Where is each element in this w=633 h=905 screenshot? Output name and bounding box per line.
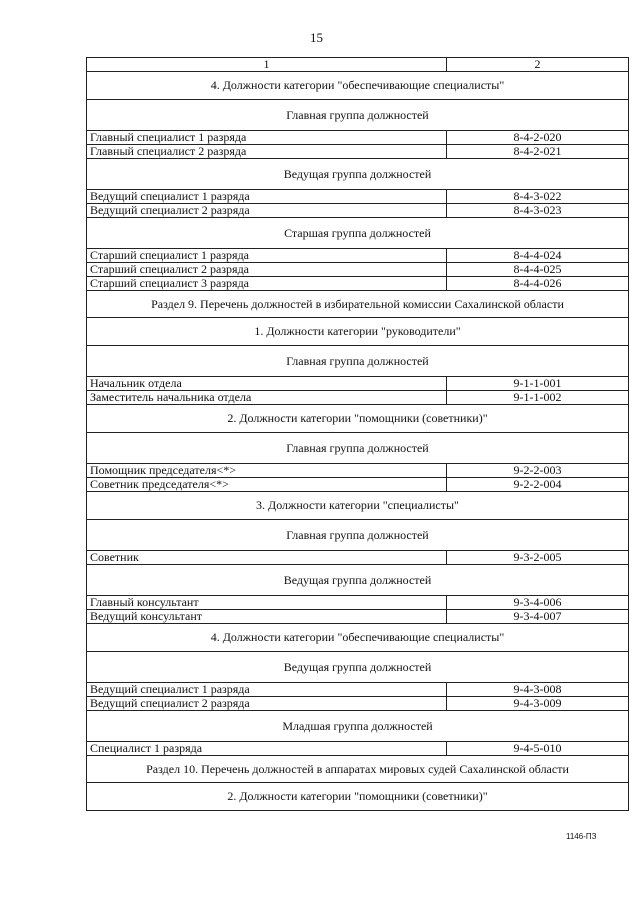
group-heading: Старшая группа должностей: [87, 218, 629, 249]
position-code: 9-2-2-004: [447, 478, 629, 492]
group-heading: Главная группа должностей: [87, 346, 629, 377]
position-code: 8-4-2-021: [447, 145, 629, 159]
group-heading: Главная группа должностей: [87, 433, 629, 464]
category-heading: 2. Должности категории "помощники (советники)": [87, 405, 629, 433]
category-heading: 4. Должности категории "обеспечивающие специалисты": [87, 72, 629, 100]
position-row: [87, 131, 629, 145]
position-code: 9-1-1-002: [447, 391, 629, 405]
position-name: Главный консультант: [87, 596, 447, 610]
group-heading: Ведущая группа должностей: [87, 159, 629, 190]
category-heading: 2. Должности категории "помощники (советники)": [87, 783, 629, 811]
group-heading: Ведущая группа должностей: [87, 565, 629, 596]
section-heading-row: [87, 291, 629, 318]
position-code: 9-4-3-008: [447, 683, 629, 697]
position-row: [87, 204, 629, 218]
position-row: [87, 478, 629, 492]
header-col-1: 1: [87, 58, 447, 72]
position-name: Старший специалист 1 разряда: [87, 249, 447, 263]
position-code: 9-4-5-010: [447, 742, 629, 756]
position-name: Специалист 1 разряда: [87, 742, 447, 756]
category-heading-row: [87, 405, 629, 433]
position-code: 9-2-2-003: [447, 464, 629, 478]
position-row: [87, 610, 629, 624]
position-row: [87, 596, 629, 610]
position-row: [87, 263, 629, 277]
position-code: 8-4-4-025: [447, 263, 629, 277]
group-heading-row: [87, 100, 629, 131]
position-code: 9-3-4-006: [447, 596, 629, 610]
position-row: [87, 683, 629, 697]
group-heading-row: [87, 346, 629, 377]
position-code: 8-4-3-023: [447, 204, 629, 218]
position-name: Советник председателя<*>: [87, 478, 447, 492]
group-heading-row: [87, 218, 629, 249]
position-code: 9-3-2-005: [447, 551, 629, 565]
position-row: [87, 742, 629, 756]
category-heading-row: [87, 783, 629, 811]
position-row: [87, 697, 629, 711]
position-name: Ведущий специалист 1 разряда: [87, 683, 447, 697]
position-row: [87, 190, 629, 204]
position-name: Старший специалист 3 разряда: [87, 277, 447, 291]
position-name: Помощник председателя<*>: [87, 464, 447, 478]
position-row: [87, 551, 629, 565]
group-heading: Младшая группа должностей: [87, 711, 629, 742]
position-name: Ведущий специалист 2 разряда: [87, 204, 447, 218]
page-number: 15: [310, 30, 323, 45]
position-name: Советник: [87, 551, 447, 565]
position-code: 8-4-4-024: [447, 249, 629, 263]
position-name: Главный специалист 2 разряда: [87, 145, 447, 159]
position-name: Заместитель начальника отдела: [87, 391, 447, 405]
section-heading: Раздел 9. Перечень должностей в избирательной комиссии Сахалинской области: [87, 291, 629, 318]
group-heading: Ведущая группа должностей: [87, 652, 629, 683]
header-col-2: 2: [447, 58, 629, 72]
position-name: Старший специалист 2 разряда: [87, 263, 447, 277]
document-code: 1146-ПЗ: [566, 832, 597, 841]
position-code: 8-4-4-026: [447, 277, 629, 291]
position-row: [87, 377, 629, 391]
group-heading: Главная группа должностей: [87, 100, 629, 131]
category-heading: 4. Должности категории "обеспечивающие специалисты": [87, 624, 629, 652]
position-code: 8-4-3-022: [447, 190, 629, 204]
group-heading-row: [87, 433, 629, 464]
category-heading-row: [87, 492, 629, 520]
positions-table-body: [87, 58, 629, 811]
position-name: Ведущий специалист 2 разряда: [87, 697, 447, 711]
position-name: Ведущий специалист 1 разряда: [87, 190, 447, 204]
category-heading: 3. Должности категории "специалисты": [87, 492, 629, 520]
position-code: 9-4-3-009: [447, 697, 629, 711]
position-row: [87, 391, 629, 405]
position-name: Ведущий консультант: [87, 610, 447, 624]
table-header-row: [87, 58, 629, 72]
section-heading-row: [87, 756, 629, 783]
position-code: 8-4-2-020: [447, 131, 629, 145]
category-heading-row: [87, 72, 629, 100]
section-heading: Раздел 10. Перечень должностей в аппаратах мировых судей Сахалинской области: [87, 756, 629, 783]
position-row: [87, 277, 629, 291]
positions-table: [86, 57, 629, 811]
group-heading-row: [87, 652, 629, 683]
position-code: 9-3-4-007: [447, 610, 629, 624]
group-heading-row: [87, 711, 629, 742]
position-row: [87, 249, 629, 263]
group-heading-row: [87, 520, 629, 551]
position-name: Начальник отдела: [87, 377, 447, 391]
position-name: Главный специалист 1 разряда: [87, 131, 447, 145]
position-code: 9-1-1-001: [447, 377, 629, 391]
category-heading-row: [87, 624, 629, 652]
group-heading-row: [87, 565, 629, 596]
category-heading-row: [87, 318, 629, 346]
group-heading-row: [87, 159, 629, 190]
position-row: [87, 145, 629, 159]
group-heading: Главная группа должностей: [87, 520, 629, 551]
category-heading: 1. Должности категории "руководители": [87, 318, 629, 346]
position-row: [87, 464, 629, 478]
